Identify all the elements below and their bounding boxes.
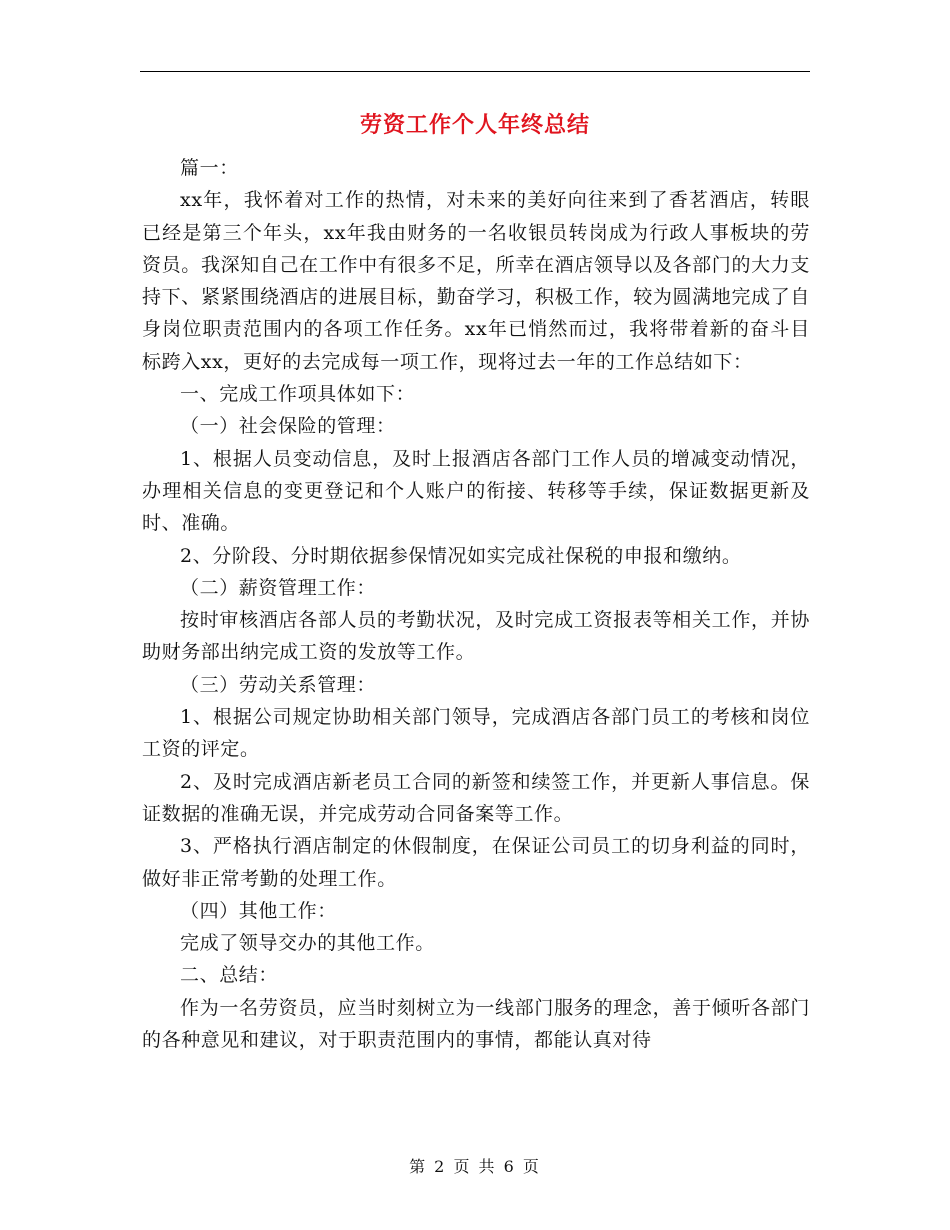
- paragraph: 篇一：: [180, 157, 239, 179]
- header-rule: [140, 71, 810, 72]
- paragraph: 3、严格执行酒店制定的休假制度，在保证公司员工的切身利益的同时，做好非正常考勤的处理工作。: [142, 835, 810, 890]
- paragraph: 一、完成工作项具体如下：: [180, 383, 416, 406]
- paragraph: 按时审核酒店各部人员的考勤状况，及时完成工资报表等相关工作，并协助财务部出纳完成工资的发放等工作。: [142, 609, 810, 664]
- paragraph: 二、总结：: [180, 964, 279, 987]
- paragraph: （一）社会保险的管理：: [180, 415, 396, 438]
- paragraph: （四）其他工作：: [180, 899, 337, 922]
- paragraph: 完成了领导交办的其他工作。: [180, 932, 435, 955]
- paragraph: （三）劳动关系管理：: [180, 673, 377, 696]
- paragraph: 作为一名劳资员，应当时刻树立为一线部门服务的理念，善于倾听各部门的各种意见和建议，对于职责范围内的事情，都能认真对待: [142, 996, 810, 1052]
- paragraph: 2、分阶段、分时期依据参保情况如实完成社保税的申报和缴纳。: [180, 544, 742, 567]
- paragraph: 1、根据人员变动信息，及时上报酒店各部门工作人员的增减变动情况，办理相关信息的变更登记和个人账户的衔接、转移等手续，保证数据更新及时、准确。: [142, 447, 810, 535]
- paragraph: 1、根据公司规定协助相关部门领导，完成酒店各部门员工的考核和岗位工资的评定。: [142, 706, 810, 761]
- paragraph: 2、及时完成酒店新老员工合同的新签和续签工作，并更新人事信息。保证数据的准确无误，并完成劳动合同备案等工作。: [142, 770, 810, 825]
- page-footer: 第 2 页 共 6 页: [409, 1157, 541, 1176]
- document-body: [142, 152, 810, 1056]
- paragraph: xx年，我怀着对工作的热情，对未来的美好向往来到了香茗酒店，转眼已经是第三个年头，xx年我由财务的一名收银员转岗成为行政人事板块的劳资员。我深知自己在工作中有很多不足，所幸在酒店领导以及各部门的大力支持下、紧紧围绕酒店的进展目标，勤奋学习，积极工作，较为圆满地完成了自身岗位职责范围内的各项工作任务。xx年已悄然而过，我将带着新的奋斗目标跨入xx，更好的去完成每一项工作，现将过去一年的工作总结如下：: [142, 189, 810, 373]
- paragraph: （二）薪资管理工作：: [180, 576, 377, 599]
- document-title: 劳资工作个人年终总结: [359, 112, 590, 138]
